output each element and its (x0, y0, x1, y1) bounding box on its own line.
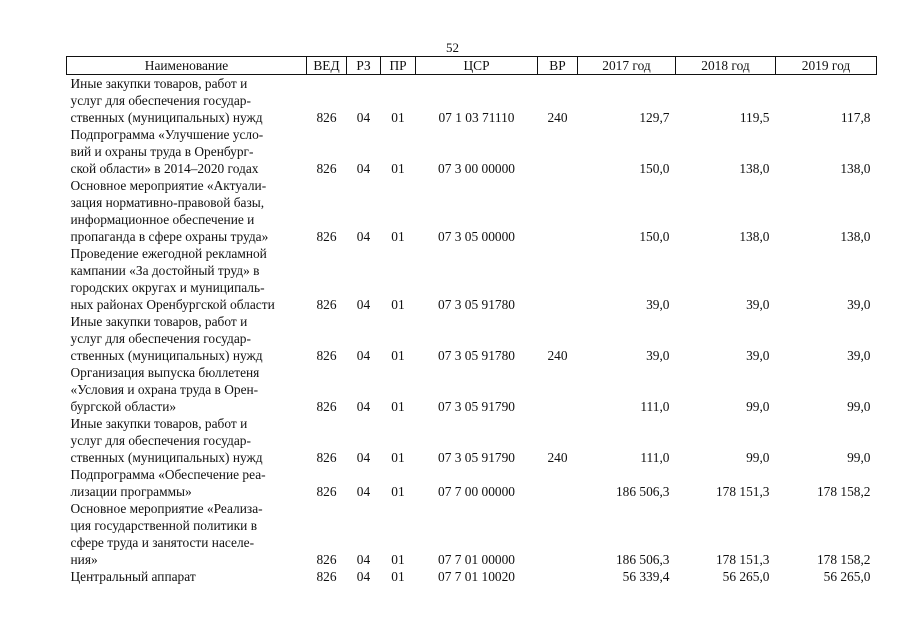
table-row (67, 568, 877, 585)
cell-vr (538, 364, 578, 415)
cell-pr: 01 (391, 399, 405, 414)
cell-2018: 138,0 (739, 161, 770, 176)
cell-vr: 240 (547, 450, 568, 465)
table-body (67, 75, 877, 586)
cell-2018: 99,0 (746, 399, 770, 414)
cell-name-line: вий и охраны труда в Оренбург- (70, 144, 254, 159)
cell-rz: 04 (356, 552, 371, 567)
cell-rz: 04 (356, 110, 371, 125)
cell-name-line: Основное мероприятие «Реализа- (70, 501, 263, 516)
table-row (67, 466, 877, 500)
cell-ved: 826 (316, 348, 337, 363)
cell-vr (538, 177, 578, 245)
cell-pr: 01 (391, 110, 405, 125)
cell-name-line: Подпрограмма «Улучшение усло- (70, 127, 264, 142)
cell-pr: 01 (391, 484, 405, 499)
table-row (67, 364, 877, 415)
cell-pr: 01 (391, 297, 405, 312)
cell-name-line: Организация выпуска бюллетеня (70, 365, 260, 380)
cell-rz: 04 (356, 399, 371, 414)
cell-ved: 826 (316, 484, 337, 499)
cell-pr: 01 (391, 161, 405, 176)
column-header-name: Наименование (67, 57, 307, 75)
table-row (67, 126, 877, 177)
cell-csr: 07 7 00 00000 (438, 484, 515, 499)
cell-name (67, 75, 307, 127)
cell-2019: 39,0 (847, 348, 871, 363)
cell-2017: 186 506,3 (615, 552, 670, 567)
cell-2019: 138,0 (840, 161, 871, 176)
column-header-2019: 2019 год (776, 57, 877, 75)
cell-2018: 39,0 (746, 297, 770, 312)
cell-2018: 56 265,0 (722, 569, 770, 584)
cell-name-line: сфере труда и занятости населе- (70, 535, 255, 550)
cell-2018: 39,0 (746, 348, 770, 363)
cell-name-line: ской области» в 2014–2020 годах (70, 161, 259, 176)
cell-ved: 826 (316, 229, 337, 244)
cell-rz: 04 (356, 348, 371, 363)
cell-2017: 150,0 (639, 161, 670, 176)
cell-rz: 04 (356, 484, 371, 499)
cell-vr: 240 (547, 110, 568, 125)
cell-name-line: бургской области» (70, 399, 177, 414)
cell-name-line: ственных (муниципальных) нужд (70, 110, 263, 125)
cell-name-line: Подпрограмма «Обеспечение реа- (70, 467, 266, 482)
cell-csr: 07 3 05 91780 (438, 297, 515, 312)
cell-csr: 07 3 05 91780 (438, 348, 515, 363)
cell-name-line: услуг для обеспечения государ- (70, 433, 251, 448)
cell-name-line: городских округах и муниципаль- (70, 280, 265, 295)
cell-csr: 07 7 01 00000 (438, 552, 515, 567)
cell-vr (538, 245, 578, 313)
cell-name (67, 364, 307, 415)
cell-name-line: Основное мероприятие «Актуали- (70, 178, 267, 193)
cell-rz: 04 (356, 450, 371, 465)
cell-rz: 04 (356, 569, 371, 584)
cell-2017: 150,0 (639, 229, 670, 244)
cell-ved: 826 (316, 569, 337, 584)
cell-csr: 07 3 05 91790 (438, 399, 515, 414)
cell-pr: 01 (391, 552, 405, 567)
column-header-ved: ВЕД (307, 57, 347, 75)
cell-2017: 129,7 (639, 110, 670, 125)
cell-name-line: зация нормативно-правовой базы, (70, 195, 265, 210)
cell-name (67, 245, 307, 313)
cell-csr: 07 3 05 00000 (438, 229, 515, 244)
cell-name-line: «Условия и охрана труда в Орен- (70, 382, 259, 397)
cell-name-line: Центральный аппарат (70, 569, 196, 584)
cell-name-line: услуг для обеспечения государ- (70, 331, 251, 346)
cell-name-line: ных районах Оренбургской области (70, 297, 275, 312)
table-row (67, 245, 877, 313)
cell-name-line: лизации программы» (70, 484, 192, 499)
cell-ved: 826 (316, 110, 337, 125)
cell-name (67, 177, 307, 245)
cell-name-line: ственных (муниципальных) нужд (70, 348, 263, 363)
column-header-csr: ЦСР (416, 57, 538, 75)
cell-pr: 01 (391, 348, 405, 363)
cell-2019: 117,8 (840, 110, 871, 125)
cell-ved: 826 (316, 399, 337, 414)
cell-name-line: пропаганда в сфере охраны труда» (70, 229, 269, 244)
column-header-pr: ПР (381, 57, 416, 75)
cell-vr (538, 500, 578, 568)
column-header-2017: 2017 год (578, 57, 676, 75)
cell-name-line: ния» (70, 552, 98, 567)
cell-2018: 178 151,3 (715, 552, 770, 567)
cell-2017: 111,0 (640, 399, 670, 414)
cell-name-line: Иные закупки товаров, работ и (70, 416, 248, 431)
cell-2018: 119,5 (739, 110, 770, 125)
column-header-rz: РЗ (347, 57, 381, 75)
cell-ved: 826 (316, 161, 337, 176)
cell-name (67, 466, 307, 500)
cell-2017: 186 506,3 (615, 484, 670, 499)
column-header-vr: ВР (538, 57, 578, 75)
cell-pr: 01 (391, 450, 405, 465)
cell-2019: 178 158,2 (816, 484, 871, 499)
table-row (67, 75, 877, 127)
cell-pr: 01 (391, 569, 405, 584)
cell-vr: 240 (547, 348, 568, 363)
cell-2019: 39,0 (847, 297, 871, 312)
cell-name-line: ственных (муниципальных) нужд (70, 450, 263, 465)
cell-2017: 111,0 (640, 450, 670, 465)
cell-pr: 01 (391, 229, 405, 244)
cell-name-line: услуг для обеспечения государ- (70, 93, 251, 108)
cell-name-line: информационное обеспечение и (70, 212, 255, 227)
table-row (67, 500, 877, 568)
cell-name (67, 126, 307, 177)
cell-rz: 04 (356, 161, 371, 176)
cell-name-line: ция государственной политики в (70, 518, 258, 533)
cell-ved: 826 (316, 450, 337, 465)
cell-vr (538, 568, 578, 585)
cell-csr: 07 7 01 10020 (438, 569, 515, 584)
cell-rz: 04 (356, 229, 371, 244)
table-row (67, 415, 877, 466)
cell-ved: 826 (316, 297, 337, 312)
cell-csr: 07 3 00 00000 (438, 161, 515, 176)
cell-vr (538, 466, 578, 500)
page-number: 52 (446, 40, 459, 55)
cell-2018: 99,0 (746, 450, 770, 465)
cell-2017: 56 339,4 (622, 569, 670, 584)
cell-name-line: кампании «За достойный труд» в (70, 263, 260, 278)
cell-name-line: Иные закупки товаров, работ и (70, 314, 248, 329)
cell-ved: 826 (316, 552, 337, 567)
budget-table (66, 56, 877, 585)
cell-2018: 178 151,3 (715, 484, 770, 499)
cell-vr (538, 126, 578, 177)
table-row (67, 313, 877, 364)
cell-csr: 07 1 03 71110 (438, 110, 515, 125)
table-row (67, 177, 877, 245)
table-header-row (67, 57, 877, 75)
cell-name (67, 568, 307, 585)
cell-2018: 138,0 (739, 229, 770, 244)
cell-2019: 56 265,0 (823, 569, 871, 584)
cell-name-line: Проведение ежегодной рекламной (70, 246, 267, 261)
cell-2017: 39,0 (646, 297, 670, 312)
cell-2019: 138,0 (840, 229, 871, 244)
column-header-2018: 2018 год (676, 57, 776, 75)
cell-2019: 178 158,2 (816, 552, 871, 567)
cell-name-line: Иные закупки товаров, работ и (70, 76, 248, 91)
cell-2019: 99,0 (847, 450, 871, 465)
cell-csr: 07 3 05 91790 (438, 450, 515, 465)
cell-rz: 04 (356, 297, 371, 312)
cell-2017: 39,0 (646, 348, 670, 363)
cell-name (67, 500, 307, 568)
cell-2019: 99,0 (847, 399, 871, 414)
cell-name (67, 313, 307, 364)
cell-name (67, 415, 307, 466)
